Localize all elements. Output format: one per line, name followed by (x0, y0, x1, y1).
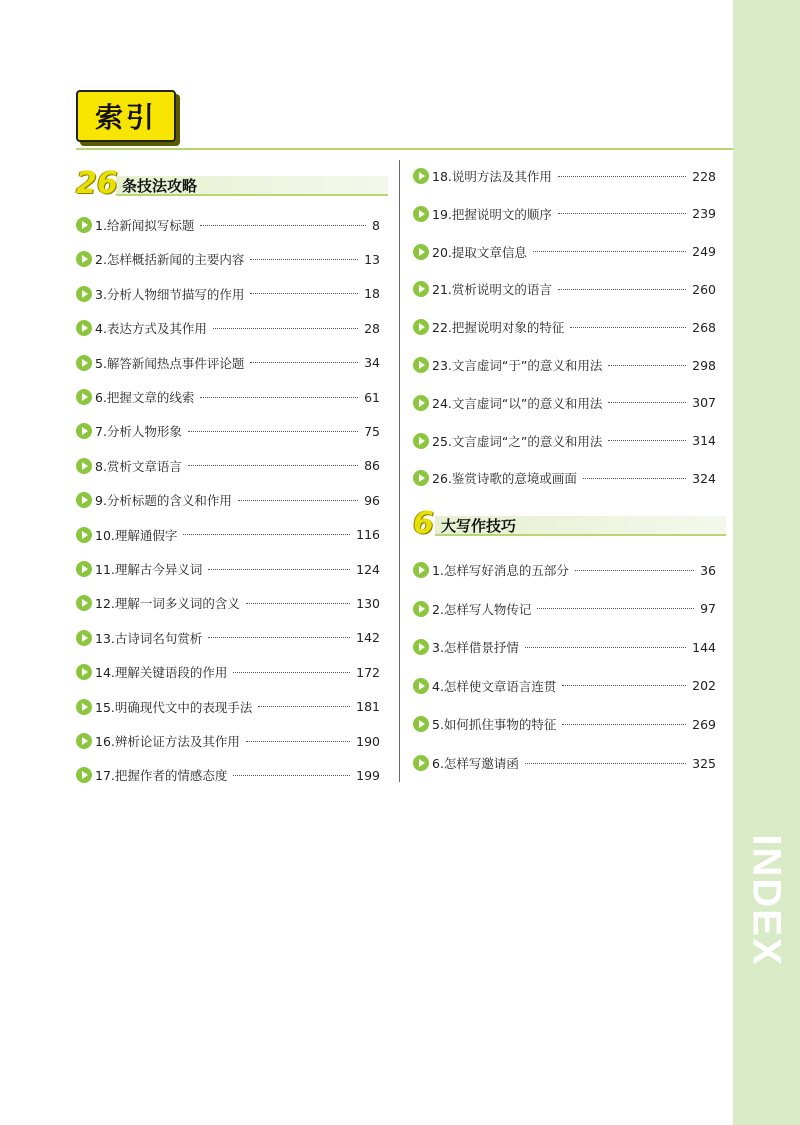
index-entry (76, 559, 380, 579)
entry-page-number: 172 (356, 664, 380, 680)
arrow-bullet-icon (76, 458, 92, 474)
entry-title: 19.把握说明文的顺序 (432, 206, 552, 222)
section-label: 大写作技巧 (441, 517, 517, 535)
dot-leader (233, 672, 350, 673)
dot-leader (188, 431, 358, 432)
entry-page-number: 8 (372, 217, 380, 233)
arrow-bullet-icon (76, 527, 92, 543)
dot-leader (213, 328, 358, 329)
dot-leader (558, 213, 686, 214)
index-entry (76, 765, 380, 785)
index-entry (76, 490, 380, 510)
arrow-bullet-icon (413, 395, 429, 411)
entry-page-number: 260 (692, 281, 716, 297)
arrow-bullet-icon (413, 281, 429, 297)
dot-leader (570, 327, 686, 328)
index-entry (76, 284, 380, 304)
entry-page-number: 324 (692, 470, 716, 486)
arrow-bullet-icon (413, 319, 429, 335)
entry-title: 16.辨析论证方法及其作用 (95, 734, 240, 749)
entry-title: 24.文言虚词“以”的意义和用法 (432, 395, 603, 411)
entry-title: 8.赏析文章语言 (95, 458, 182, 474)
index-entry (76, 318, 380, 338)
dot-leader (575, 570, 694, 571)
index-entry (76, 456, 380, 476)
arrow-bullet-icon (76, 423, 92, 439)
entry-page-number: 307 (692, 395, 716, 411)
index-entry (413, 242, 716, 262)
entry-page-number: 249 (692, 244, 716, 260)
entry-title: 15.明确现代文中的表现手法 (95, 699, 253, 715)
dot-leader (608, 402, 686, 403)
arrow-bullet-icon (76, 595, 92, 611)
dot-leader (250, 362, 358, 363)
index-entry (413, 753, 716, 773)
dot-leader (246, 741, 350, 742)
index-entry (413, 393, 716, 413)
dot-leader (246, 603, 350, 604)
entry-page-number: 142 (356, 630, 380, 646)
index-entry (413, 714, 716, 734)
entry-title: 10.理解通假字 (95, 527, 178, 543)
title-rule (76, 148, 733, 150)
dot-leader (200, 397, 358, 398)
dot-leader (608, 365, 686, 366)
entry-page-number: 124 (356, 561, 380, 577)
dot-leader (238, 500, 358, 501)
index-entry (413, 431, 716, 451)
dot-leader (558, 176, 686, 177)
entry-title: 9.分析标题的含义和作用 (95, 493, 232, 509)
arrow-bullet-icon (413, 206, 429, 222)
index-entry (76, 697, 380, 717)
dot-leader (525, 647, 686, 648)
entry-title: 18.说明方法及其作用 (432, 169, 552, 184)
entry-page-number: 36 (700, 562, 716, 578)
entry-page-number: 190 (356, 733, 380, 749)
dot-leader (208, 569, 350, 570)
dot-leader (250, 293, 358, 294)
arrow-bullet-icon (413, 562, 429, 578)
entry-page-number: 202 (692, 678, 716, 694)
entry-page-number: 228 (692, 168, 716, 184)
entry-page-number: 97 (700, 601, 716, 617)
index-entry (413, 637, 716, 657)
arrow-bullet-icon (413, 357, 429, 373)
entry-page-number: 61 (364, 389, 380, 405)
arrow-bullet-icon (413, 433, 429, 449)
index-entry (413, 355, 716, 375)
entry-title: 2.怎样写人物传记 (432, 601, 532, 617)
index-entry (413, 166, 716, 186)
arrow-bullet-icon (76, 320, 92, 336)
entry-title: 20.提取文章信息 (432, 244, 527, 260)
entry-title: 1.怎样写好消息的五部分 (432, 563, 569, 578)
dot-leader (608, 440, 686, 441)
entry-page-number: 13 (364, 251, 380, 267)
arrow-bullet-icon (76, 733, 92, 749)
index-entry (76, 731, 380, 751)
entry-title: 1.给新闻拟写标题 (95, 218, 195, 233)
entry-title: 5.如何抓住事物的特征 (432, 717, 557, 733)
dot-leader (558, 289, 686, 290)
arrow-bullet-icon (76, 561, 92, 577)
arrow-bullet-icon (413, 716, 429, 732)
arrow-bullet-icon (76, 286, 92, 302)
entry-title: 4.表达方式及其作用 (95, 321, 207, 337)
entry-page-number: 96 (364, 492, 380, 508)
arrow-bullet-icon (76, 251, 92, 267)
arrow-bullet-icon (413, 678, 429, 694)
entry-page-number: 269 (692, 716, 716, 732)
index-entry (413, 317, 716, 337)
arrow-bullet-icon (413, 601, 429, 617)
dot-leader (208, 637, 350, 638)
index-entry (76, 421, 380, 441)
index-entry (76, 525, 380, 545)
entry-title: 21.赏析说明文的语言 (432, 282, 552, 298)
index-entry (413, 204, 716, 224)
dot-leader (200, 225, 366, 226)
arrow-bullet-icon (76, 355, 92, 371)
arrow-bullet-icon (76, 699, 92, 715)
entry-title: 14.理解关键语段的作用 (95, 665, 228, 681)
section-heading (76, 166, 388, 201)
entry-title: 3.分析人物细节描写的作用 (95, 286, 245, 302)
index-entry (413, 279, 716, 299)
entry-page-number: 268 (692, 319, 716, 335)
index-entry (76, 387, 380, 407)
dot-leader (188, 465, 358, 466)
arrow-bullet-icon (413, 755, 429, 771)
entry-page-number: 18 (364, 286, 380, 302)
entry-title: 5.解答新闻热点事件评论题 (95, 355, 245, 371)
index-entry (413, 676, 716, 696)
entry-title: 2.怎样概括新闻的主要内容 (95, 252, 245, 268)
entry-title: 26.鉴赏诗歌的意境或画面 (432, 471, 577, 487)
entry-title: 6.怎样写邀请函 (432, 756, 519, 771)
entry-title: 23.文言虚词“于”的意义和用法 (432, 358, 603, 373)
entry-title: 3.怎样借景抒情 (432, 640, 519, 656)
arrow-bullet-icon (76, 217, 92, 233)
entry-page-number: 239 (692, 206, 716, 222)
index-entry (76, 662, 380, 682)
entry-page-number: 314 (692, 433, 716, 449)
arrow-bullet-icon (413, 470, 429, 486)
dot-leader (258, 706, 350, 707)
entry-title: 7.分析人物形象 (95, 424, 182, 440)
entry-title: 6.把握文章的线索 (95, 390, 195, 405)
entry-title: 25.文言虚词“之”的意义和用法 (432, 433, 603, 449)
arrow-bullet-icon (413, 639, 429, 655)
section-heading (413, 506, 726, 541)
entry-page-number: 116 (356, 527, 380, 543)
dot-leader (525, 763, 686, 764)
dot-leader (533, 251, 686, 252)
entry-page-number: 75 (364, 423, 380, 439)
entry-page-number: 199 (356, 767, 380, 783)
entry-title: 13.古诗词名句赏析 (95, 630, 203, 646)
entry-page-number: 86 (364, 458, 380, 474)
entry-page-number: 130 (356, 595, 380, 611)
dot-leader (250, 259, 358, 260)
entry-page-number: 181 (356, 699, 380, 715)
entry-title: 12.理解一词多义词的含义 (95, 596, 240, 612)
section-number: 6 (413, 506, 434, 541)
entry-page-number: 298 (692, 357, 716, 373)
index-entry (413, 599, 716, 619)
entry-page-number: 34 (364, 355, 380, 371)
index-entry (413, 560, 716, 580)
column-divider (399, 160, 400, 782)
dot-leader (562, 685, 686, 686)
page-title: 索引 (94, 101, 157, 134)
page-title-box (76, 90, 176, 142)
arrow-bullet-icon (76, 767, 92, 783)
arrow-bullet-icon (413, 244, 429, 260)
arrow-bullet-icon (76, 664, 92, 680)
dot-leader (183, 534, 350, 535)
index-entry (76, 593, 380, 613)
dot-leader (537, 608, 694, 609)
entry-page-number: 28 (364, 320, 380, 336)
entry-page-number: 144 (692, 639, 716, 655)
entry-title: 4.怎样使文章语言连贯 (432, 678, 557, 694)
entry-page-number: 325 (692, 755, 716, 771)
index-entry (76, 628, 380, 648)
index-entry (76, 353, 380, 373)
arrow-bullet-icon (413, 168, 429, 184)
arrow-bullet-icon (76, 630, 92, 646)
entry-title: 22.把握说明对象的特征 (432, 320, 565, 336)
dot-leader (583, 478, 686, 479)
entry-title: 11.理解古今异义词 (95, 562, 203, 577)
section-label: 条技法攻略 (122, 177, 198, 195)
index-entry (76, 249, 380, 269)
entry-title: 17.把握作者的情感态度 (95, 768, 228, 784)
arrow-bullet-icon (76, 492, 92, 508)
dot-leader (562, 724, 686, 725)
arrow-bullet-icon (76, 389, 92, 405)
section-number: 26 (76, 166, 118, 201)
dot-leader (233, 775, 350, 776)
side-index-label: INDEX (745, 833, 789, 967)
index-entry (76, 215, 380, 235)
index-entry (413, 468, 716, 488)
